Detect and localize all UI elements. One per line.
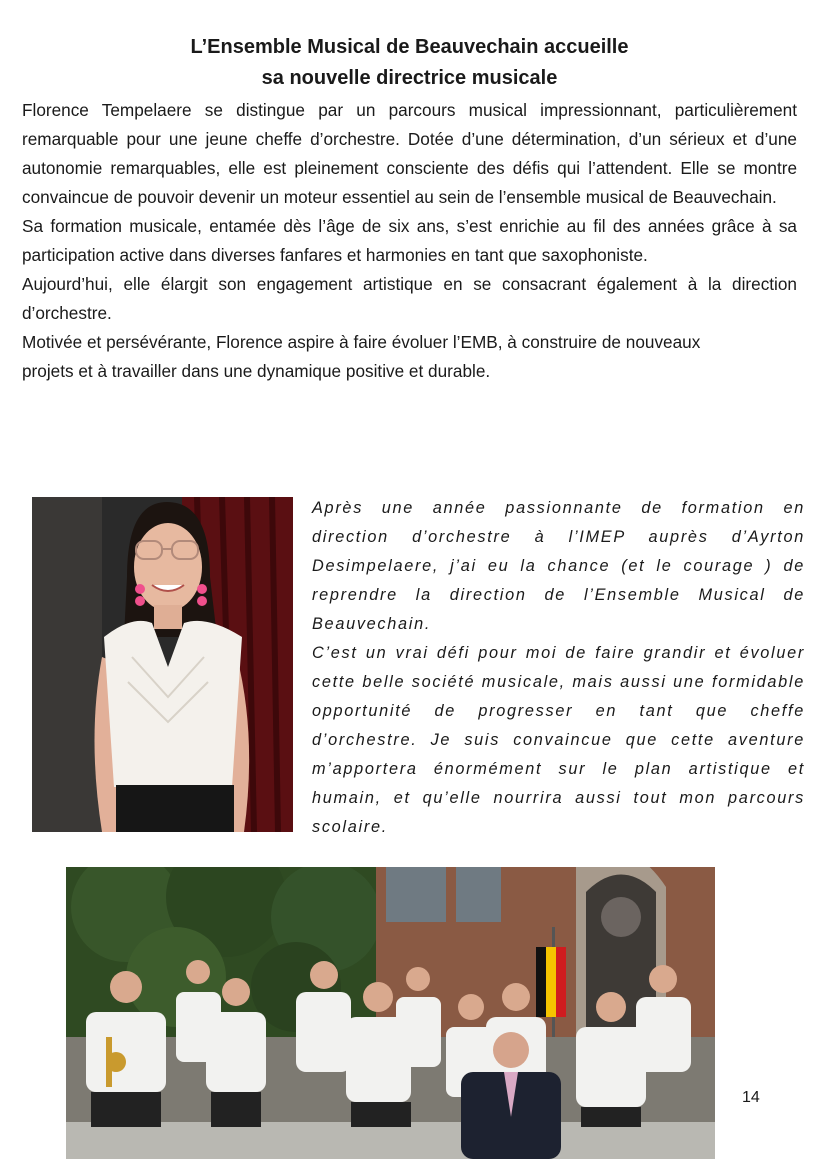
title-line-1: L’Ensemble Musical de Beauvechain accueille [190, 36, 629, 58]
director-quote [312, 494, 805, 842]
director-portrait-photo [32, 497, 293, 832]
page-number: 14 [742, 1089, 760, 1106]
ensemble-group-photo [66, 867, 715, 1159]
intro-paragraph: projets et à travailler dans une dynamique positive et durable. [22, 361, 491, 381]
intro-paragraph: Sa formation musicale, entamée dès l’âge de six ans, s’est enrichie au fil des années grâce à sa participation active dans diverses fanfares et harmonies en tant que saxophoniste. [22, 216, 797, 265]
intro-paragraph: Florence Tempelaere se distingue par un parcours musical impressionnant, particulièrement remarquable pour une jeune cheffe d’orchestre. Dotée d’une détermination, d’un sérieux et d’une autonomie remarquables, elle est pleinement consciente des défis qui l’attendent. Elle se montre convaincue de pouvoir devenir un moteur essentiel au sein de l’ensemble musical de Beauvechain. [22, 100, 797, 207]
article-title [0, 32, 819, 94]
intro-paragraph: Aujourd’hui, elle élargit son engagement artistique en se consacrant également à la direction d’orchestre. [22, 274, 797, 323]
intro-paragraph: Motivée et persévérante, Florence aspire à faire évoluer l’EMB, à construire de nouveaux [22, 332, 701, 352]
quote-paragraph: C’est un vrai défi pour moi de faire grandir et évoluer cette belle société musicale, mais aussi une formidable opportunité de progresser en tant que cheffe d’orchestre. Je suis convaincue que cette aventure m’apportera énormément sur le plan artistique et humain, et qu’elle nourrira aussi tout mon parcours scolaire. [312, 644, 805, 836]
title-line-2: sa nouvelle directrice musicale [261, 67, 558, 89]
quote-paragraph: Après une année passionnante de formation en direction d’orchestre à l’IMEP auprès d’Ayrton Desimpelaere, j’ai eu la chance (et le courage ) de reprendre la direction de l’Ensemble Musical de Beauvechain. [312, 499, 805, 633]
intro-text [22, 96, 797, 386]
